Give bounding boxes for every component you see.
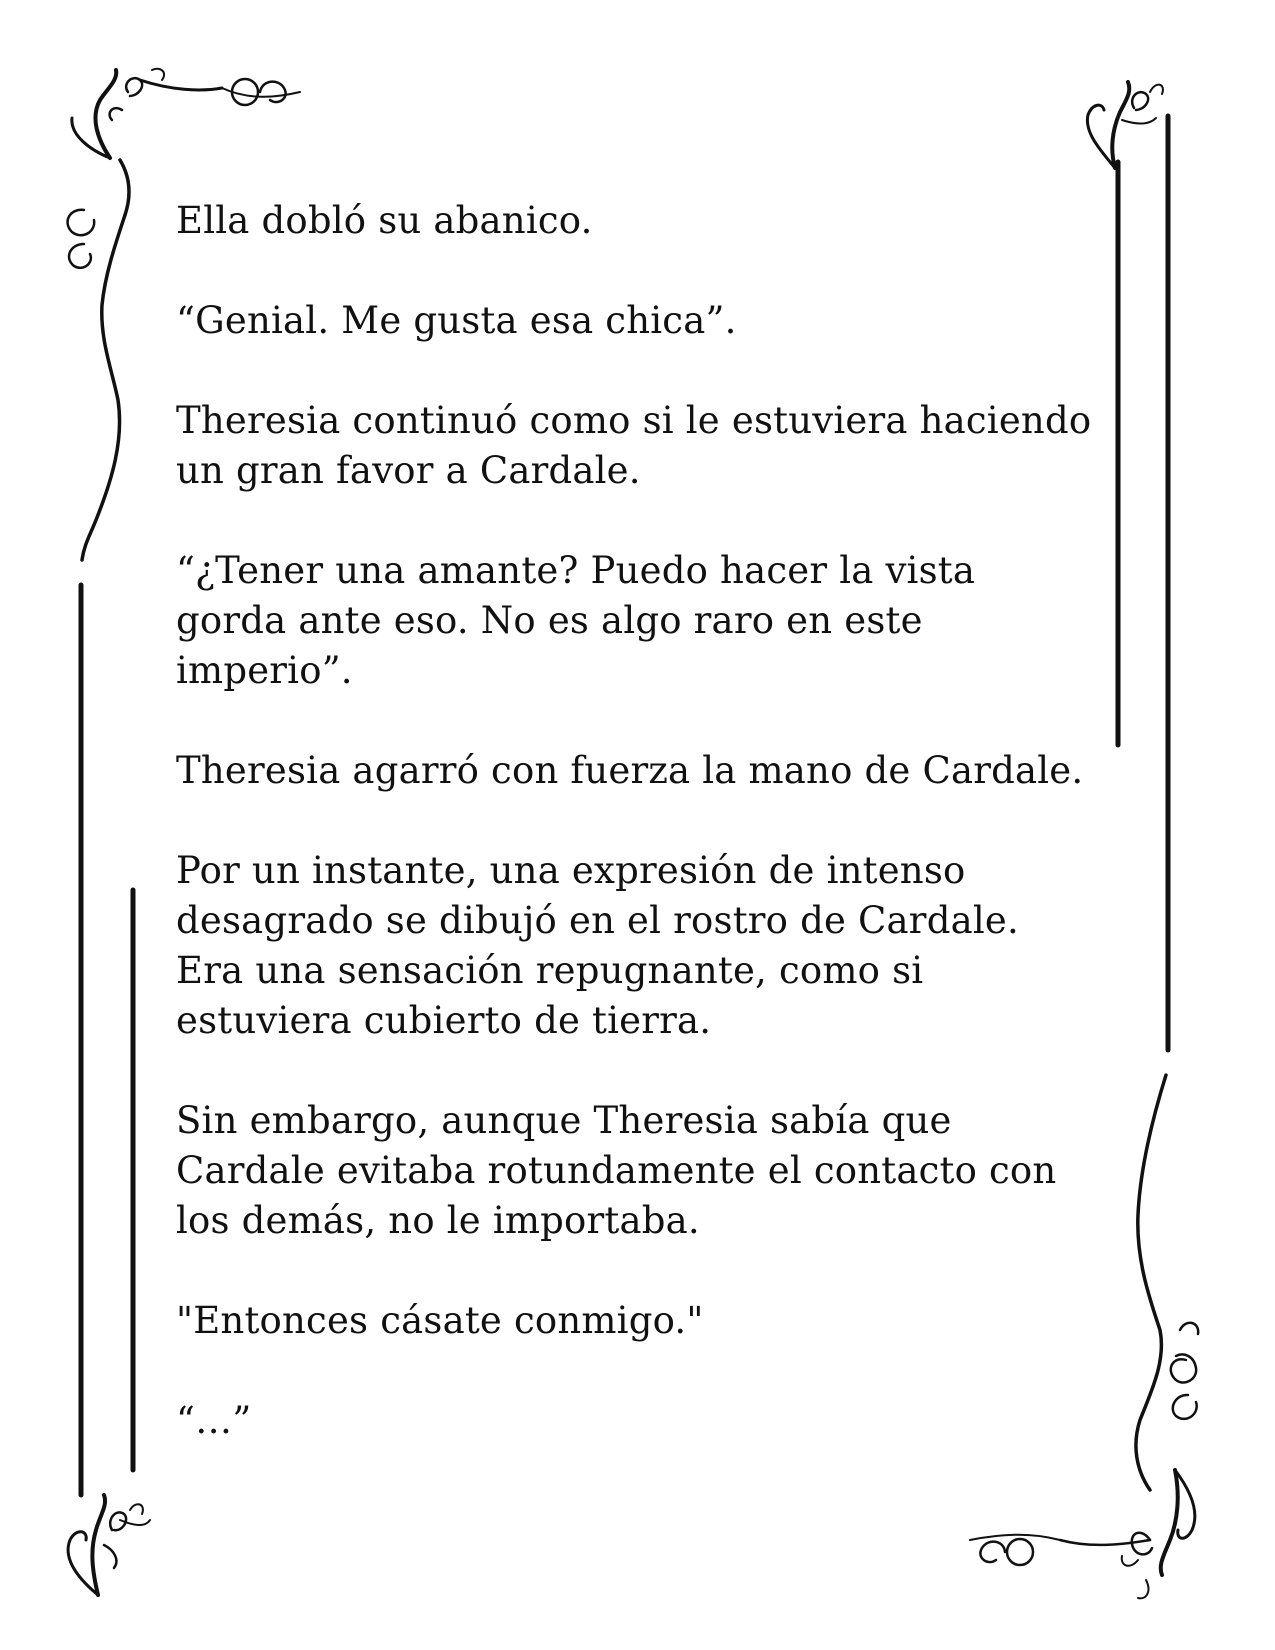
paragraph-8: "Entonces cásate conmigo." (176, 1299, 704, 1342)
paragraph-5: Theresia agarró con fuerza la mano de Cardale. (176, 749, 1084, 792)
paragraph-7: Sin embargo, aunque Theresia sabía que Cardale evitaba rotundamente el contacto con los demás, no le importaba. (176, 1099, 1057, 1242)
story-text (176, 196, 1116, 1446)
bottom-left-flourish (68, 1495, 150, 1595)
paragraph-3: Theresia continuó como si le estuviera haciendo un gran favor a Cardale. (176, 399, 1092, 492)
paragraph-4: “¿Tener una amante? Puedo hacer la vista gorda ante eso. No es algo raro en este imperio”. (176, 549, 976, 692)
paragraph-2: “Genial. Me gusta esa chica”. (176, 299, 737, 342)
paragraph-1: Ella dobló su abanico. (176, 199, 593, 242)
top-right-flourish (1087, 82, 1163, 168)
paragraph-6: Por un instante, una expresión de intenso desagrado se dibujó en el rostro de Cardale. Era una sensación repugnante, como si estuviera cubierto de tierra. (176, 849, 1019, 1042)
paragraph-9: “…” (176, 1399, 252, 1442)
